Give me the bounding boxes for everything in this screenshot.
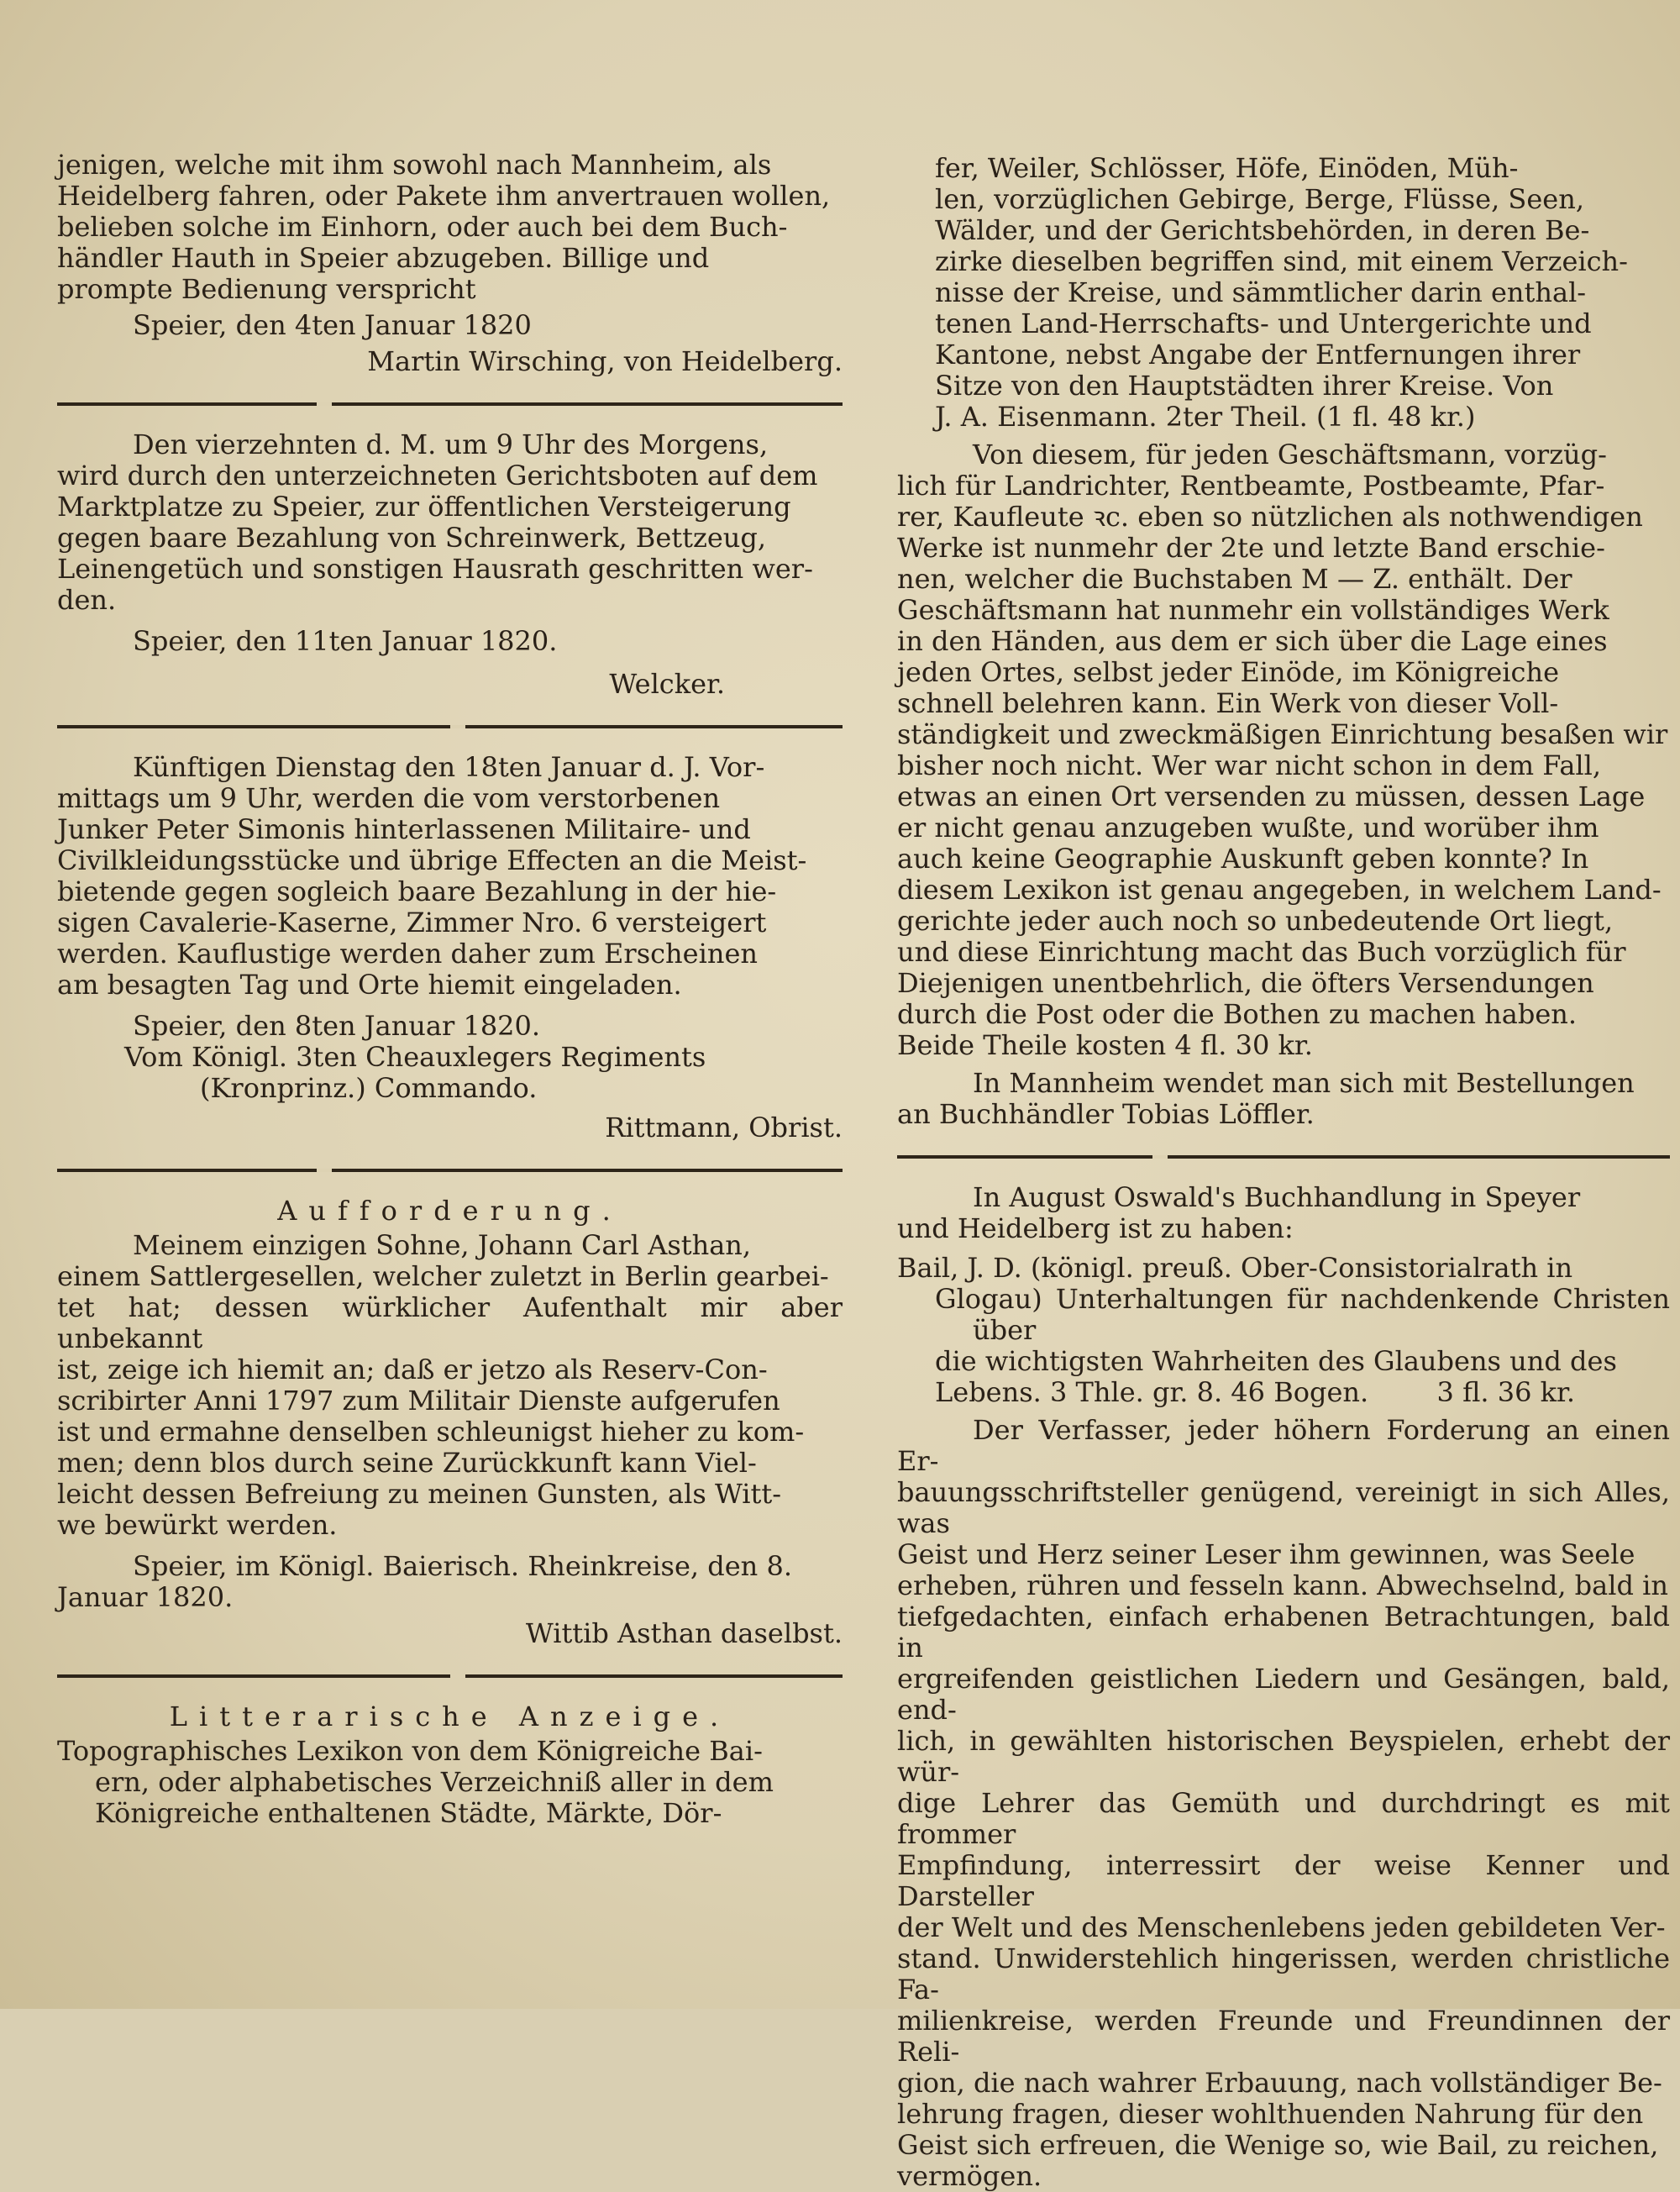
- notice-line: ern, oder alphabetisches Verzeichniß aller in dem: [95, 1766, 774, 1798]
- notice-line: Kantone, nebst Angabe der Entfernungen ihrer: [935, 339, 1581, 371]
- notice-line: und diese Einrichtung macht das Buch vorzüglich für: [897, 936, 1626, 968]
- notice-line: Von diesem, für jeden Geschäftsmann, vorzüg-: [973, 439, 1607, 470]
- notice-line: len, vorzüglichen Gebirge, Berge, Flüsse, Seen,: [935, 183, 1584, 215]
- notice-military-auction: [57, 752, 843, 1143]
- notice-line: stand. Unwiderstehlich hingerissen, werden christliche Fa-: [897, 1942, 1670, 2005]
- notice-line: bietende gegen sogleich baare Bezahlung in der hie-: [57, 875, 777, 907]
- notice-line: nisse der Kreise, und sämmtlicher darin enthal-: [935, 276, 1587, 308]
- notice-line: Empfindung, interressirt der weise Kenner und Darsteller: [897, 1849, 1670, 1912]
- notice-line: prompte Bedienung verspricht: [57, 273, 476, 305]
- notice-heading: Litterarische Anzeige.: [169, 1701, 731, 1732]
- bookshop-notice: [897, 1182, 1670, 2192]
- notice-line: leicht dessen Befreiung zu meinen Gunsten, als Witt-: [57, 1478, 782, 1510]
- notice-line: wird durch den unterzeichneten Gerichtsboten auf dem: [57, 460, 818, 491]
- notice-line: Meinem einzigen Sohne, Johann Carl Asthan,: [133, 1229, 752, 1261]
- notice-line: bisher noch nicht. Wer war nicht schon in dem Fall,: [897, 749, 1602, 781]
- section-divider: [897, 1155, 1670, 1159]
- notice-line: er nicht genau anzugeben wußte, und worüber ihm: [897, 812, 1599, 844]
- notice-line: in den Händen, aus dem er sich über die Lage eines: [897, 625, 1608, 657]
- notice-line: vermögen.: [897, 2160, 1042, 2192]
- notice-line: am besagten Tag und Orte hiemit eingeladen.: [57, 969, 682, 1001]
- notice-line: tet hat; dessen würklicher Aufenthalt mir aber unbekannt: [57, 1291, 843, 1354]
- notice-line: lich, in gewählten historischen Beyspielen, erhebt der wür-: [897, 1725, 1670, 1788]
- notice-line: ist und ermahne denselben schleunigst hieher zu kom-: [57, 1416, 805, 1448]
- notice-line: Geist und Herz seiner Leser ihm gewinnen, was Seele: [897, 1538, 1635, 1570]
- section-divider: [57, 1674, 843, 1678]
- notice-line: scribirter Anni 1797 zum Militair Dienste aufgerufen: [57, 1385, 780, 1417]
- notice-line: Den vierzehnten d. M. um 9 Uhr des Morgens,: [133, 428, 769, 460]
- notice-line: Heidelberg fahren, oder Pakete ihm anvertrauen wollen,: [57, 180, 831, 212]
- notice-heading: Aufforderung.: [277, 1195, 622, 1227]
- notice-line: der Welt und des Menschenlebens jeden gebildeten Ver-: [897, 1911, 1666, 1943]
- notice-line: diesem Lexikon ist genau angegeben, in welchem Land-: [897, 874, 1662, 906]
- notice-literary: [57, 1701, 843, 1829]
- notice-line: zirke dieselben begriffen sind, mit einem Verzeich-: [935, 245, 1628, 277]
- notice-line: erheben, rühren und fesseln kann. Abwechselnd, bald in: [897, 1569, 1668, 1601]
- book-line: die wichtigsten Wahrheiten des Glaubens und des: [935, 1345, 1617, 1377]
- notice-line: werden. Kauflustige werden daher zum Erscheinen: [57, 938, 758, 970]
- notice-signature: Wittib Asthan daselbst.: [525, 1617, 843, 1649]
- notice-line: an Buchhändler Tobias Löffler.: [897, 1098, 1315, 1130]
- notice-line: Wälder, und der Gerichtsbehörden, in deren Be-: [935, 214, 1590, 246]
- notice-line: Leinengetüch und sonstigen Hausrath geschritten wer-: [57, 553, 813, 585]
- left-column: [57, 150, 843, 1984]
- notice-line: Junker Peter Simonis hinterlassenen Militaire- und: [57, 813, 751, 845]
- notice-line: Diejenigen unentbehrlich, die öfters Versendungen: [897, 967, 1594, 999]
- notice-auction: [57, 429, 843, 700]
- notice-line: Geist sich erfreuen, die Wenige so, wie Bail, zu reichen,: [897, 2129, 1659, 2161]
- notice-date: Speier, im Königl. Baierisch. Rheinkreise, den 8.: [133, 1550, 792, 1582]
- notice-line: durch die Post oder die Bothen zu machen haben.: [897, 998, 1578, 1030]
- notice-line: bauungsschriftsteller genügend, vereinigt in sich Alles, was: [897, 1476, 1670, 1539]
- notice-line: nen, welcher die Buchstaben M — Z. enthält. Der: [897, 563, 1572, 595]
- notice-line: Civilkleidungsstücke und übrige Effecten an die Meist-: [57, 844, 807, 876]
- notice-line: einem Sattlergesellen, welcher zuletzt in Berlin gearbei-: [57, 1260, 829, 1292]
- notice-line: ist, zeige ich hiemit an; daß er jetzo als Reserv-Con-: [57, 1354, 768, 1385]
- notice-signature: Rittmann, Obrist.: [605, 1112, 843, 1143]
- notice-line: Werke ist nunmehr der 2te und letzte Band erschie-: [897, 532, 1605, 564]
- notice-signature: Welcker.: [609, 668, 725, 700]
- notice-line: Marktplatze zu Speier, zur öffentlichen Versteigerung: [57, 491, 791, 523]
- notice-line: schnell belehren kann. Ein Werk von dieser Voll-: [897, 687, 1559, 719]
- notice-line: ergreifenden geistlichen Liedern und Gesängen, bald, end-: [897, 1663, 1670, 1726]
- notice-line: und Heidelberg ist zu haben:: [897, 1212, 1294, 1244]
- lexicon-description: [897, 439, 1670, 1061]
- notice-line: lehrung fragen, dieser wohlthuenden Nahrung für den: [897, 2098, 1644, 2130]
- notice-line: gion, die nach wahrer Erbauung, nach vollständiger Be-: [897, 2067, 1662, 2099]
- notice-line: etwas an einen Ort versenden zu müssen, dessen Lage: [897, 781, 1646, 812]
- notice-line: fer, Weiler, Schlösser, Höfe, Einöden, Müh-: [935, 152, 1519, 184]
- notice-line: jeden Ortes, selbst jeder Einöde, im Königreiche: [897, 656, 1559, 688]
- notice-line: tenen Land-Herrschafts- und Untergerichte und: [935, 308, 1592, 339]
- notice-date: Januar 1820.: [57, 1581, 234, 1613]
- notice-line: Geschäftsmann hat nunmehr ein vollständiges Werk: [897, 594, 1609, 626]
- notice-command: Vom Königl. 3ten Cheauxlegers Regiments: [124, 1041, 706, 1073]
- notice-line: belieben solche im Einhorn, oder auch bei dem Buch-: [57, 211, 788, 243]
- book-entry: [897, 1253, 1670, 1408]
- right-column: [897, 152, 1670, 2192]
- notice-line: jenigen, welche mit ihm sowohl nach Mannheim, als: [57, 149, 772, 181]
- lexicon-orders: [897, 1068, 1670, 1130]
- notice-line: In Mannheim wendet man sich mit Bestellungen: [973, 1067, 1635, 1099]
- lexicon-title-continuation: [897, 153, 1670, 433]
- notice-line: auch keine Geographie Auskunft geben konnte? In: [897, 843, 1589, 875]
- notice-line: sigen Cavalerie-Kaserne, Zimmer Nro. 6 versteigert: [57, 907, 767, 938]
- notice-line: rer, Kaufleute ꝛc. eben so nützlichen als nothwendigen: [897, 501, 1643, 533]
- notice-line: gegen baare Bezahlung von Schreinwerk, Bettzeug,: [57, 522, 767, 554]
- notice-line: händler Hauth in Speier abzugeben. Billige und: [57, 242, 710, 274]
- section-divider: [57, 1169, 843, 1172]
- section-divider: [57, 725, 843, 728]
- notice-line: Der Verfasser, jeder höhern Forderung an einen Er-: [897, 1414, 1670, 1477]
- notice-line: tiefgedachten, einfach erhabenen Betrachtungen, bald in: [897, 1601, 1670, 1664]
- notice-line: Königreiche enthaltenen Städte, Märkte, Dör-: [95, 1797, 722, 1829]
- notice-command: (Kronprinz.) Commando.: [200, 1072, 538, 1104]
- notice-line: we bewürkt werden.: [57, 1509, 338, 1541]
- notice-summons: [57, 1196, 843, 1649]
- notice-line: Beide Theile kosten 4 fl. 30 kr.: [897, 1029, 1313, 1061]
- book-line: Lebens. 3 Thle. gr. 8. 46 Bogen. 3 fl. 36 kr.: [935, 1376, 1575, 1408]
- notice-line: gerichte jeder auch noch so unbedeutende Ort liegt,: [897, 905, 1614, 937]
- book-line: Glogau) Unterhaltungen für nachdenkende Christen über: [935, 1283, 1670, 1346]
- book-line: Bail, J. D. (königl. preuß. Ober-Consistorialrath in: [897, 1252, 1573, 1284]
- notice-date: Speier, den 11ten Januar 1820.: [133, 625, 558, 657]
- notice-line: Topographisches Lexikon von dem Königreiche Bai-: [57, 1735, 763, 1767]
- notice-line: den.: [57, 584, 117, 616]
- notice-line: milienkreise, werden Freunde und Freundinnen der Reli-: [897, 2005, 1670, 2068]
- section-divider: [57, 402, 843, 406]
- notice-line: Künftigen Dienstag den 18ten Januar d. J. Vor-: [133, 751, 765, 783]
- notice-signature: Martin Wirsching, von Heidelberg.: [367, 345, 843, 377]
- notice-line: ständigkeit und zweckmäßigen Einrichtung besaßen wir: [897, 718, 1668, 750]
- notice-date: Speier, den 8ten Januar 1820.: [133, 1010, 541, 1042]
- notice-line: In August Oswald's Buchhandlung in Speyer: [973, 1181, 1581, 1213]
- notice-line: dige Lehrer das Gemüth und durchdringt es mit frommer: [897, 1787, 1670, 1850]
- notice-line: lich für Landrichter, Rentbeamte, Postbeamte, Pfar-: [897, 470, 1605, 502]
- notice-date: Speier, den 4ten Januar 1820: [133, 309, 532, 341]
- notice-line: J. A. Eisenmann. 2ter Theil. (1 fl. 48 kr.): [935, 401, 1476, 433]
- notice-line: men; denn blos durch seine Zurückkunft kann Viel-: [57, 1447, 757, 1479]
- notice-coach-service: [57, 150, 843, 377]
- notice-line: Sitze von den Hauptstädten ihrer Kreise. Von: [935, 370, 1554, 402]
- notice-line: mittags um 9 Uhr, werden die vom verstorbenen: [57, 782, 721, 814]
